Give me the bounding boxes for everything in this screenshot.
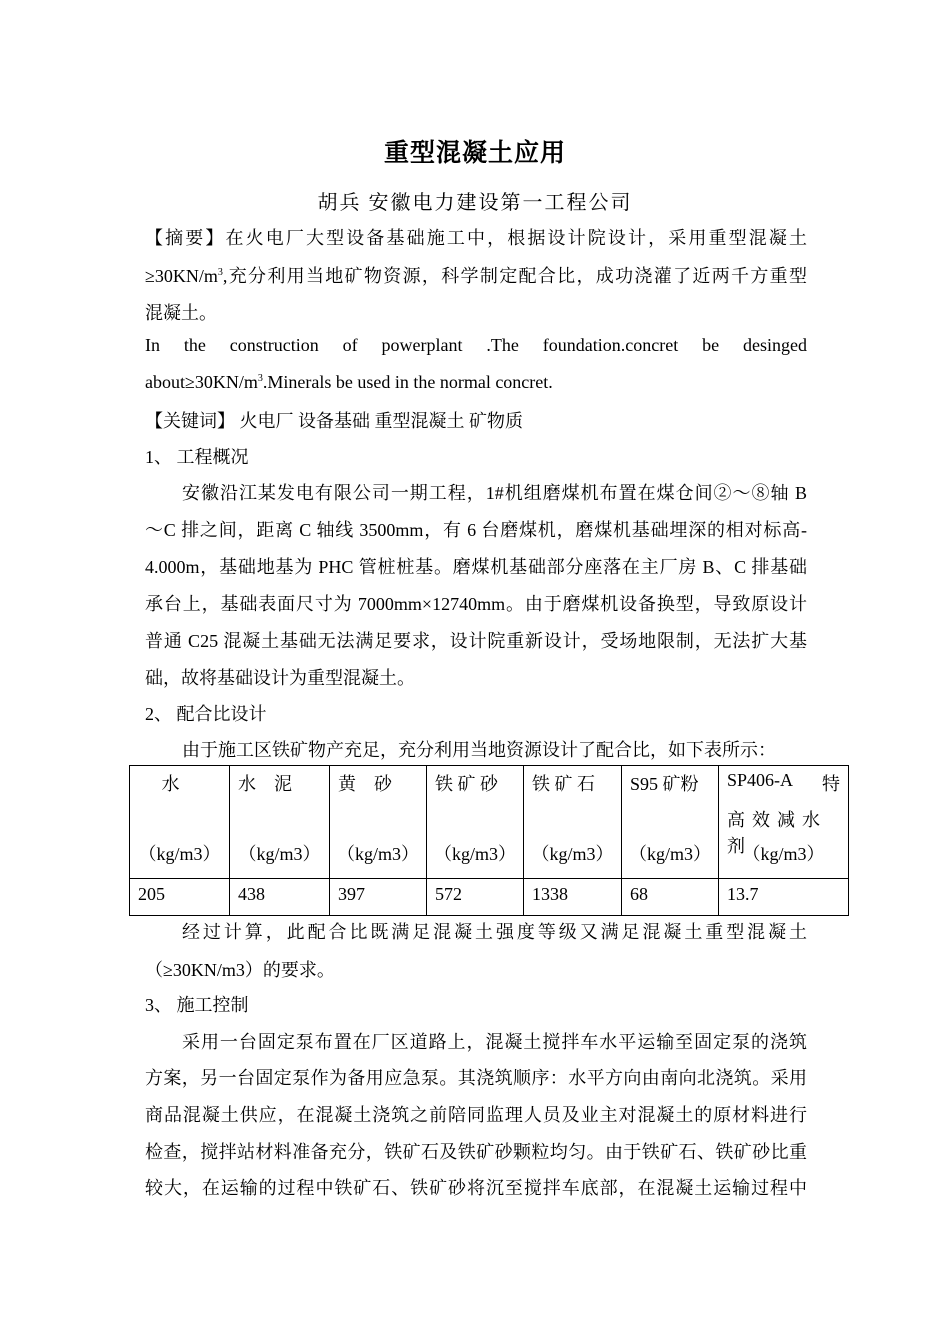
author-line: 胡兵 安徽电力建设第一工程公司 xyxy=(317,192,633,214)
table-header-cell: S95 矿粉 （kg/m3） xyxy=(622,766,719,879)
paragraph-line: 普通 C25 混凝土基础无法满足要求，设计院重新设计，受场地限制，无法扩大基 xyxy=(145,631,807,651)
table-cell: 438 xyxy=(230,879,330,916)
table-cell: 13.7 xyxy=(719,879,849,916)
paragraph-line: ～C 排之间，距离 C 轴线 3500mm，有 6 台磨煤机，磨煤机基础埋深的相对标高- xyxy=(145,520,807,540)
abstract-line: 混凝土。 xyxy=(145,303,217,323)
section-heading: 2、 配合比设计 xyxy=(145,704,267,724)
table-cell: 205 xyxy=(130,879,230,916)
paragraph-line: （≥30KN/m3）的要求。 xyxy=(145,960,335,980)
page-title: 重型混凝土应用 xyxy=(383,140,566,167)
section-heading: 1、 工程概况 xyxy=(145,447,249,467)
abstract-en-line: In the construction of powerplant .The foundation.concret be desinged xyxy=(145,335,807,355)
table-cell: 1338 xyxy=(524,879,622,916)
table-cell: 572 xyxy=(427,879,524,916)
paragraph-line: 方案，另一台固定泵作为备用应急泵。其浇筑顺序：水平方向由南向北浇筑。采用 xyxy=(145,1068,807,1088)
abstract-line: $\ge 30KN/m^3$,充分利用当地矿物资源，科学制定配合比，成功浇灌了近两千方重型 xyxy=(145,266,807,286)
table-header-cell: 水 （kg/m3） xyxy=(130,766,230,879)
keywords: 【关键词】 火电厂 设备基础 重型混凝土 矿物质 xyxy=(145,411,523,431)
table-header-row xyxy=(130,766,849,879)
paragraph-line: 安徽沿江某发电有限公司一期工程，1#机组磨煤机布置在煤仓间②～⑧轴 B xyxy=(182,483,807,503)
table-header-cell: 铁 矿 石 （kg/m3） xyxy=(524,766,622,879)
table-row xyxy=(130,879,849,916)
paragraph-line: 由于施工区铁矿物产充足，充分利用当地资源设计了配合比，如下表所示： xyxy=(182,740,776,760)
abstract-line: 【摘要】在火电厂大型设备基础施工中，根据设计院设计，采用重型混凝土 xyxy=(145,228,807,248)
section-heading: 3、 施工控制 xyxy=(145,995,249,1015)
table-cell: 68 xyxy=(622,879,719,916)
table-header-cell: SP406-A 特 高效减水剂 （kg/m3） xyxy=(719,766,849,879)
paragraph-line: 检查，搅拌站材料准备充分，铁矿石及铁矿砂颗粒均匀。由于铁矿石、铁矿砂比重 xyxy=(145,1142,807,1162)
table-cell: 397 xyxy=(330,879,427,916)
paragraph-line: 商品混凝土供应，在混凝土浇筑之前陪同监理人员及业主对混凝土的原材料进行 xyxy=(145,1105,807,1125)
paragraph-line: 础，故将基础设计为重型混凝土。 xyxy=(145,668,415,688)
abstract-en-line: $about\ge 30KN/m^3.Minerals$ be used in the normal concret. xyxy=(145,372,553,392)
paragraph-line: 经过计算，此配合比既满足混凝土强度等级又满足混凝土重型混凝土 xyxy=(182,922,807,942)
mix-ratio-table xyxy=(129,765,849,916)
table-header-cell: 黄 砂 （kg/m3） xyxy=(330,766,427,879)
table-header-cell: 铁 矿 砂 （kg/m3） xyxy=(427,766,524,879)
paragraph-line: 采用一台固定泵布置在厂区道路上，混凝土搅拌车水平运输至固定泵的浇筑 xyxy=(182,1032,807,1052)
paragraph-line: 4.000m，基础地基为 PHC 管桩桩基。磨煤机基础部分座落在主厂房 B、C 排基础 xyxy=(145,557,807,577)
paragraph-line: 较大，在运输的过程中铁矿石、铁矿砂将沉至搅拌车底部，在混凝土运输过程中 xyxy=(145,1178,807,1198)
paragraph-line: 承台上，基础表面尺寸为 7000mm×12740mm。由于磨煤机设备换型，导致原设计 xyxy=(145,594,807,614)
table-header-cell: 水 泥 （kg/m3） xyxy=(230,766,330,879)
